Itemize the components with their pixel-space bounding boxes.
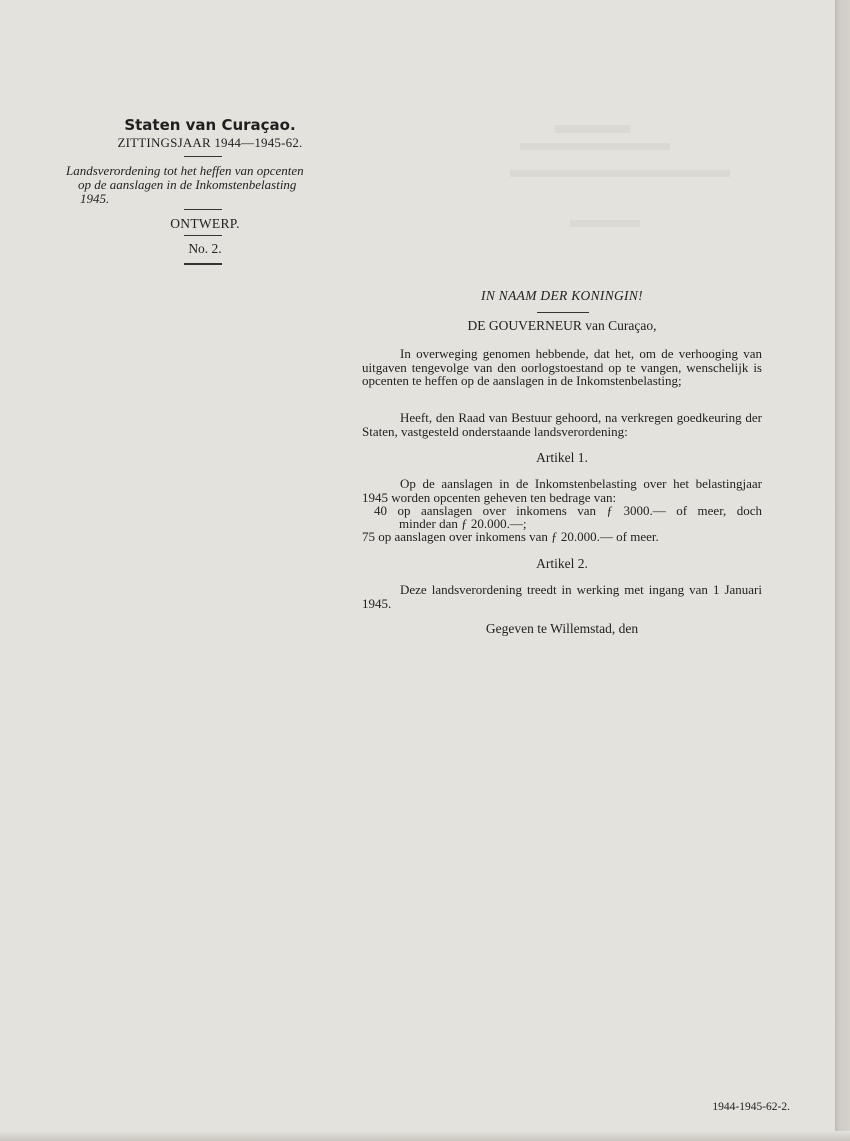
bleed-through-mark: [510, 170, 730, 177]
bleed-through-mark: [520, 143, 670, 150]
article-2-title: Artikel 2.: [536, 556, 588, 571]
page-edge-shadow: [835, 0, 850, 1141]
page-bottom-shadow: [0, 1131, 850, 1141]
bleed-through-mark: [555, 125, 630, 133]
bleed-through-mark: [570, 220, 640, 227]
authority-line: DE GOUVERNEUR van Curaçao,: [467, 318, 657, 333]
divider: [184, 235, 222, 236]
divider: [184, 209, 222, 210]
organization-title: Staten van Curaçao.: [124, 116, 296, 134]
subject-line: 1945.: [80, 191, 110, 206]
document-number: No. 2.: [188, 241, 222, 256]
article-1-item-1b: minder dan ƒ 20.000.—;: [399, 516, 527, 531]
article-2-text: Deze landsverordening treedt in werking met ingang van 1 Januari 1945.: [362, 582, 762, 611]
article-1-item-1a: 40 op aanslagen over inkomens van ƒ 3000.— of meer, doch: [374, 503, 762, 518]
thick-divider: [184, 263, 222, 265]
article-1-text: Op de aanslagen in de Inkomstenbelasting over het belastingjaar 1945 worden opcenten geheven ten bedrage van:: [362, 476, 762, 505]
divider: [537, 312, 589, 313]
divider: [184, 156, 222, 157]
preamble-paragraph-2: Heeft, den Raad van Bestuur gehoord, na verkregen goedkeuring der Staten, vastgesteld onderstaande landsverordening:: [362, 410, 762, 439]
draft-status: ONTWERP.: [170, 216, 240, 231]
subject-line: Landsverordening tot het heffen van opcenten: [66, 163, 304, 178]
article-1-item-2: 75 op aanslagen over inkomens van ƒ 20.000.— of meer.: [362, 529, 659, 544]
preamble-paragraph-1: In overweging genomen hebbende, dat het, om de verhooging van uitgaven tengevolge van den oorlogstoestand op te vangen, wenschelijk is opcenten te heffen op de aanslagen in de Inkomstenbelasting;: [362, 346, 762, 388]
subject-line: op de aanslagen in de Inkomstenbelasting: [78, 177, 297, 192]
document-code: 1944-1945-62-2.: [712, 1101, 790, 1113]
invocation-heading: IN NAAM DER KONINGIN!: [481, 288, 643, 303]
ordinance-subject: [60, 164, 350, 206]
session-year: ZITTINGSJAAR 1944—1945-62.: [117, 135, 303, 150]
closing-line: Gegeven te Willemstad, den: [485, 621, 639, 636]
article-1-title: Artikel 1.: [536, 450, 588, 465]
